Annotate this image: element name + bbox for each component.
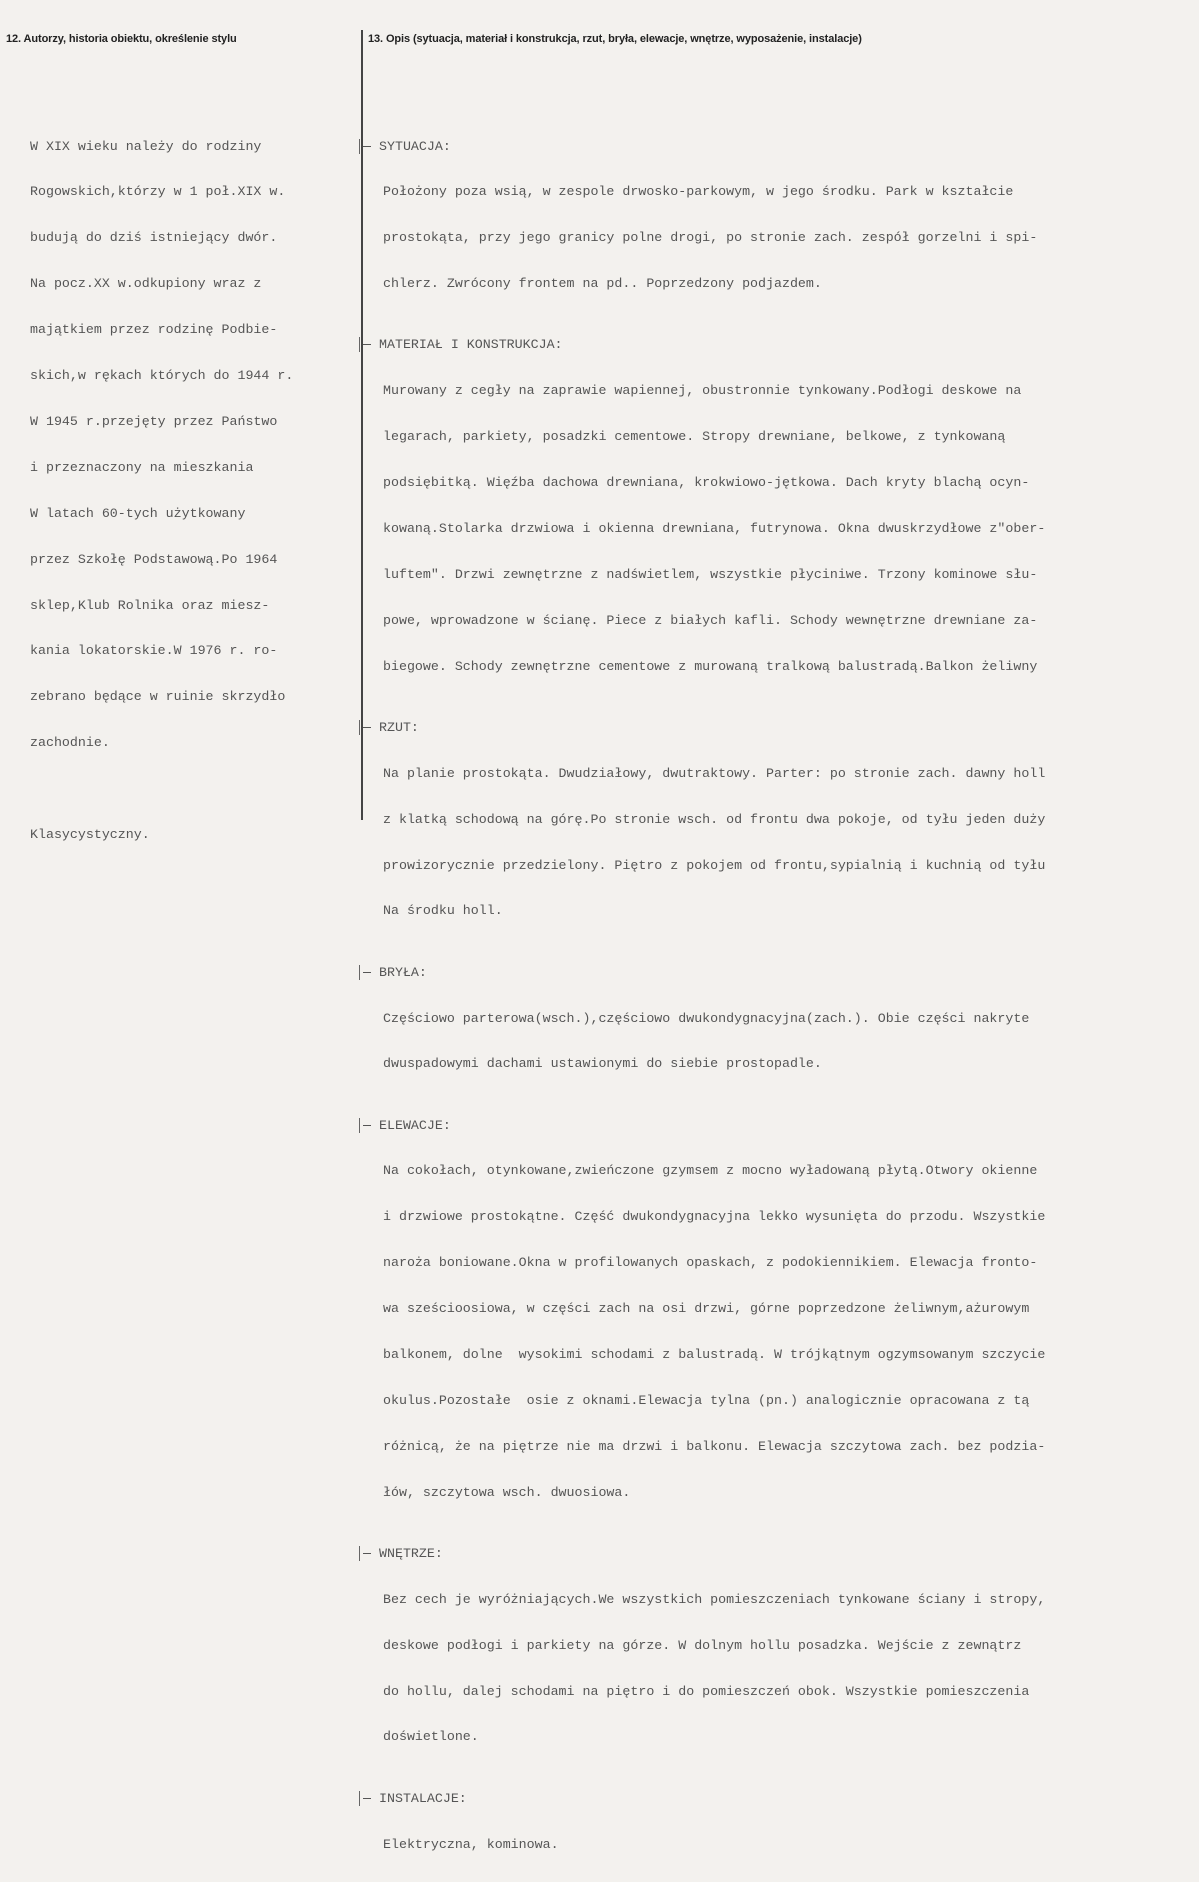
description-line: balkonem, dolne wysokimi schodami z balustradą. W trójkątnym ogzymsowanym szczycie bbox=[383, 1347, 1046, 1363]
description-line: naroża boniowane.Okna w profilowanych opaskach, z podokiennikiem. Elewacja fronto- bbox=[383, 1255, 1038, 1271]
description-line: wa sześcioosiowa, w części zach na osi drzwi, górne poprzedzone żeliwnym,ażurowym bbox=[383, 1301, 1030, 1317]
style-text: Klasycystyczny. bbox=[30, 826, 150, 842]
section-title-bryla: BRYŁA: bbox=[379, 965, 1195, 980]
description-line: biegowe. Schody zewnętrzne cementowe z murowaną tralkową balustradą.Balkon żeliwny bbox=[383, 658, 1038, 674]
section-title-sytuacja: SYTUACJA: bbox=[379, 139, 1195, 154]
field-12-heading: 12. Autorzy, historia obiektu, określenie stylu bbox=[6, 33, 237, 45]
history-line: Na pocz.XX w.odkupiony wraz z bbox=[30, 276, 262, 292]
spacer bbox=[30, 781, 293, 796]
description-line: legarach, parkiety, posadzki cementowe. Stropy drewniane, belkowe, z tynkowaną bbox=[383, 429, 1006, 445]
section-title-wnetrze: WNĘTRZE: bbox=[379, 1546, 1195, 1561]
history-line: W latach 60-tych użytkowany bbox=[30, 505, 246, 521]
history-line: majątkiem przez rodzinę Podbie- bbox=[30, 322, 278, 338]
description-line: prostokąta, przy jego granicy polne drogi, po stronie zach. zespół gorzelni i spi- bbox=[383, 230, 1038, 246]
description-line: Bez cech je wyróżniających.We wszystkich pomieszczeniach tynkowane ściany i stropy, bbox=[383, 1591, 1046, 1607]
description-line: okulus.Pozostałe osie z oknami.Elewacja tylna (pn.) analogicznie opracowana z tą bbox=[383, 1392, 1030, 1408]
history-line: budują do dziś istniejący dwór. bbox=[30, 230, 278, 246]
section-title-elewacje: ELEWACJE: bbox=[379, 1118, 1195, 1133]
description-line: podsiębitką. Więźba dachowa drewniana, krokwiowo-jętkowa. Dach kryty blachą ocyn- bbox=[383, 475, 1030, 491]
description-line: Położony poza wsią, w zespole drwosko-parkowym, w jego środku. Park w kształcie bbox=[383, 184, 1014, 200]
description-line: luftem". Drzwi zewnętrzne z nadświetlem, wszystkie płyciniwe. Trzony kominowe słu- bbox=[383, 566, 1038, 582]
history-line: W XIX wieku należy do rodziny bbox=[30, 138, 262, 154]
description-line: Częściowo parterowa(wsch.),częściowo dwukondygnacyjna(zach.). Obie części nakryte bbox=[383, 1010, 1030, 1026]
description-line: kowaną.Stolarka drzwiowa i okienna drewniana, futrynowa. Okna dwuskrzydłowe z"ober- bbox=[383, 521, 1046, 537]
description-line: Na planie prostokąta. Dwudziałowy, dwutraktowy. Parter: po stronie zach. dawny holl bbox=[383, 765, 1046, 781]
column-divider bbox=[361, 30, 363, 820]
description-line: dwuspadowymi dachami ustawionymi do siebie prostopadle. bbox=[383, 1056, 822, 1072]
field-13-heading: 13. Opis (sytuacja, materiał i konstrukcja, rzut, bryła, elewacje, wnętrze, wyposażenie, instalacje) bbox=[368, 33, 862, 45]
description-line: łów, szczytowa wsch. dwuosiowa. bbox=[383, 1484, 631, 1500]
description-line: i drzwiowe prostokątne. Część dwukondygnacyjna lekko wysunięta do przodu. Wszystkie bbox=[383, 1209, 1046, 1225]
history-line: kania lokatorskie.W 1976 r. ro- bbox=[30, 643, 278, 659]
description-line: Na cokołach, otynkowane,zwieńczone gzymsem z mocno wyładowaną płytą.Otwory okienne bbox=[383, 1163, 1038, 1179]
section-title-instalacje: INSTALACJE: bbox=[379, 1791, 1195, 1806]
description-line: do hollu, dalej schodami na piętro i do pomieszczeń obok. Wszystkie pomieszczenia bbox=[383, 1683, 1030, 1699]
history-line: zachodnie. bbox=[30, 735, 110, 751]
history-line: sklep,Klub Rolnika oraz miesz- bbox=[30, 597, 270, 613]
history-line: i przeznaczony na mieszkania bbox=[30, 459, 254, 475]
history-line: przez Szkołę Podstawową.Po 1964 bbox=[30, 551, 278, 567]
description-line: powe, wprowadzone w ścianę. Piece z białych kafli. Schody wewnętrzne drewniane za- bbox=[383, 612, 1038, 628]
description-line: z klatką schodową na górę.Po stronie wsch. od frontu dwa pokoje, od tyłu jeden duży bbox=[383, 811, 1046, 827]
section-title-material: MATERIAŁ I KONSTRUKCJA: bbox=[379, 337, 1195, 352]
description-line: Na środku holl. bbox=[383, 903, 503, 919]
description-line: doświetlone. bbox=[383, 1729, 479, 1745]
description-line: Murowany z cegły na zaprawie wapiennej, obustronnie tynkowany.Podłogi deskowe na bbox=[383, 383, 1022, 399]
description-line: chlerz. Zwrócony frontem na pd.. Poprzedzony podjazdem. bbox=[383, 276, 822, 292]
history-line: skich,w rękach których do 1944 r. bbox=[30, 368, 294, 384]
description-line: Elektryczna, kominowa. bbox=[383, 1836, 559, 1852]
history-line: zebrano będące w ruinie skrzydło bbox=[30, 689, 286, 705]
description-line: deskowe podłogi i parkiety na górze. W dolnym hollu posadzka. Wejście z zewnątrz bbox=[383, 1637, 1022, 1653]
description-line: różnicą, że na piętrze nie ma drzwi i balkonu. Elewacja szczytowa zach. bez podzia- bbox=[383, 1438, 1046, 1454]
history-line: Rogowskich,którzy w 1 poł.XIX w. bbox=[30, 184, 286, 200]
history-line: W 1945 r.przejęty przez Państwo bbox=[30, 413, 278, 429]
section-title-rzut: RZUT: bbox=[379, 720, 1195, 735]
description-line: prowizorycznie przedzielony. Piętro z pokojem od frontu,sypialnią i kuchnią od tyłu bbox=[383, 857, 1046, 873]
history-column bbox=[30, 108, 293, 873]
description-column bbox=[379, 108, 1195, 1882]
